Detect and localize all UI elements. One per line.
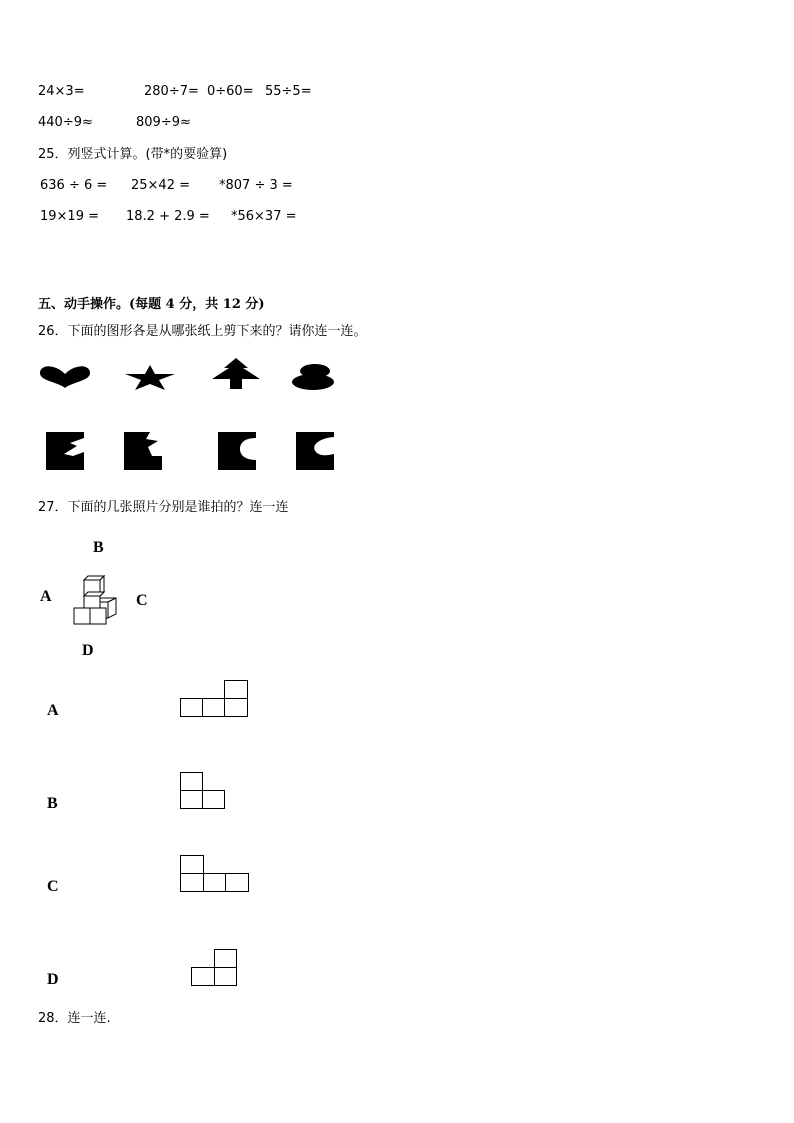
view-c-squares: [180, 855, 252, 893]
view-b-squares: [180, 772, 228, 810]
paper-round-cut-icon: [218, 432, 256, 470]
calc-280div7: 280÷7=: [144, 84, 199, 99]
q25-item-4: 19×19 =: [40, 209, 100, 224]
calc-0div60: 0÷60=: [207, 84, 254, 99]
q28-title: 28．连一连.: [38, 1011, 111, 1026]
section-5-title: 五、动手操作。(每题 4 分，共 12 分): [38, 297, 265, 312]
q27-title: 27．下面的几张照片分别是谁拍的？连一连: [38, 500, 289, 515]
view-label-c: C: [47, 878, 59, 895]
calc-24x3: 24×3=: [38, 84, 85, 99]
calc-55div5: 55÷5=: [265, 84, 312, 99]
calc-809div9: 809÷9≈: [136, 115, 191, 130]
paper-curve-cut-icon: [296, 432, 334, 470]
q25-item-3: *807 ÷ 3 =: [219, 178, 293, 193]
tree-icon: [208, 358, 264, 390]
cube-stack-icon: [70, 574, 120, 628]
position-label-d: D: [82, 642, 94, 659]
view-label-d: D: [47, 971, 59, 988]
heart-icon: [38, 365, 92, 389]
view-label-a: A: [47, 702, 59, 719]
q25-item-1: 636 ÷ 6 =: [40, 178, 108, 193]
mushroom-icon: [292, 363, 338, 391]
paper-zigzag-icon: [46, 432, 84, 470]
star-icon: [124, 365, 176, 391]
position-label-a: A: [40, 588, 52, 605]
q26-title: 26．下面的图形各是从哪张纸上剪下来的？请你连一连。: [38, 324, 367, 339]
view-label-b: B: [47, 795, 58, 812]
calc-440div9: 440÷9≈: [38, 115, 93, 130]
q25-item-2: 25×42 =: [131, 178, 191, 193]
q25-title: 25．列竖式计算。(带*的要验算): [38, 147, 228, 162]
q25-item-6: *56×37 =: [231, 209, 297, 224]
position-label-c: C: [136, 592, 148, 609]
paper-star-cut-icon: [124, 432, 162, 470]
view-d-squares: [191, 949, 239, 987]
q25-item-5: 18.2 + 2.9 =: [126, 209, 210, 224]
view-a-squares: [180, 680, 250, 718]
position-label-b: B: [93, 539, 104, 556]
